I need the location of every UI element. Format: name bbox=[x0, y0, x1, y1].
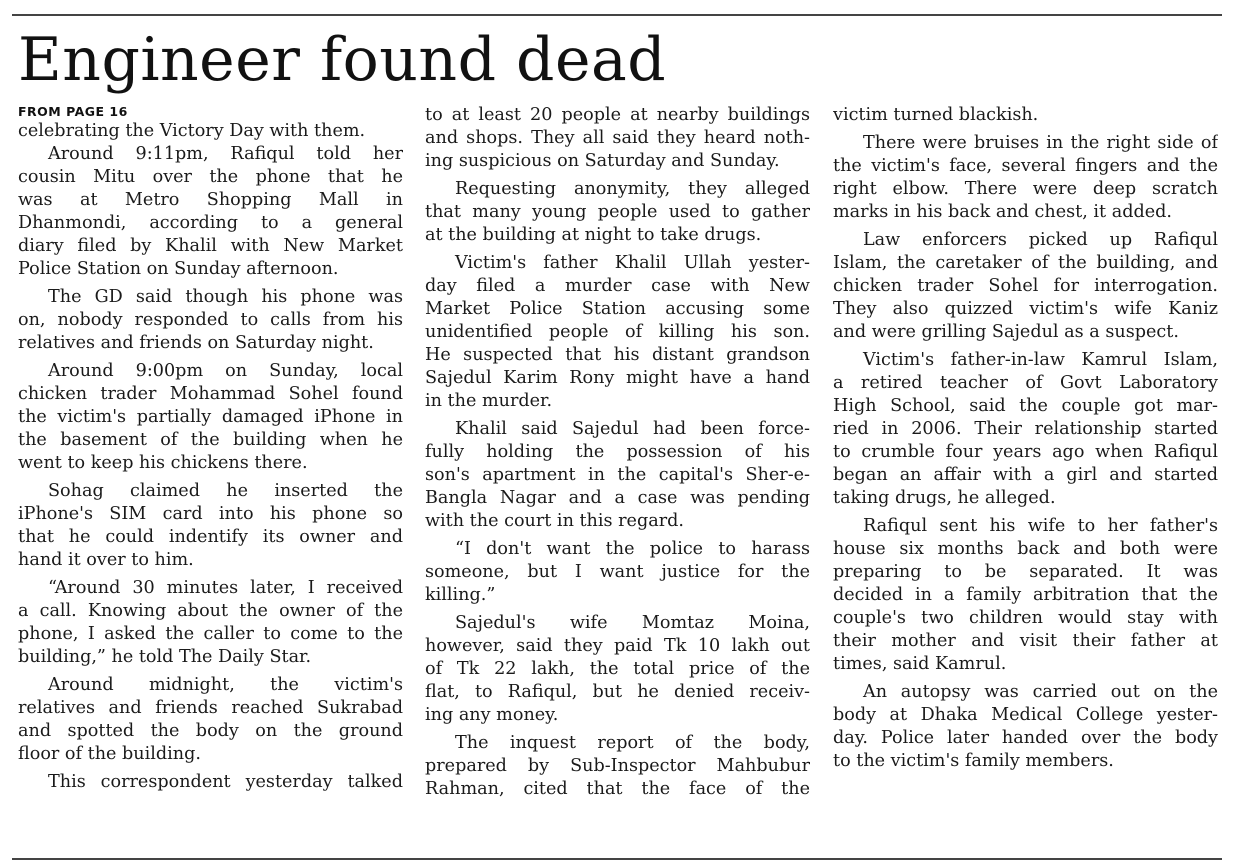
text-line: and were grilling Sajedul as a suspect. bbox=[833, 322, 1179, 342]
text-line: Market Police Station accusing some bbox=[425, 299, 810, 319]
text-line: Sajedul Karim Rony might have a hand bbox=[425, 368, 810, 388]
text-line: relatives and friends reached Sukrabad bbox=[18, 698, 403, 718]
text-line: Police Station on Sunday afternoon. bbox=[18, 259, 339, 279]
text-line: their mother and visit their father at bbox=[833, 631, 1218, 651]
text-line: Around 9:11pm, Rafiqul told her bbox=[48, 144, 403, 164]
text-line: son's apartment in the capital's Sher-e- bbox=[425, 465, 810, 485]
text-line: iPhone's SIM card into his phone so bbox=[18, 504, 403, 524]
text-line: body at Dhaka Medical College yester- bbox=[833, 705, 1218, 725]
article-column-2 bbox=[425, 104, 810, 854]
text-line: killing.” bbox=[425, 585, 496, 605]
text-line: chicken trader Sohel for interrogation. bbox=[833, 276, 1218, 296]
text-line: decided in a family arbitration that the bbox=[833, 585, 1218, 605]
text-line: to the victim's family members. bbox=[833, 751, 1114, 771]
text-line: right elbow. There were deep scratch bbox=[833, 179, 1218, 199]
text-line: at the building at night to take drugs. bbox=[425, 225, 762, 245]
text-line: day filed a murder case with New bbox=[425, 276, 810, 296]
text-line: He suspected that his distant grandson bbox=[425, 345, 810, 365]
text-line: ing suspicious on Saturday and Sunday. bbox=[425, 151, 780, 171]
text-line: that many young people used to gather bbox=[425, 202, 810, 222]
text-line: someone, but I want justice for the bbox=[425, 562, 810, 582]
bottom-rule bbox=[12, 858, 1222, 860]
article-column-3 bbox=[833, 104, 1218, 854]
text-line: marks in his back and chest, it added. bbox=[833, 202, 1172, 222]
text-line: flat, to Rafiqul, but he denied receiv- bbox=[425, 682, 810, 702]
text-line: was at Metro Shopping Mall in bbox=[18, 190, 403, 210]
text-line: however, said they paid Tk 10 lakh out bbox=[425, 636, 810, 656]
text-line: times, said Kamrul. bbox=[833, 654, 1007, 674]
text-line: the basement of the building when he bbox=[18, 430, 403, 450]
text-line: Around 9:00pm on Sunday, local bbox=[48, 361, 403, 381]
text-line: house six months back and both were bbox=[833, 539, 1218, 559]
text-line: The inquest report of the body, bbox=[455, 733, 810, 753]
text-line: preparing to be separated. It was bbox=[833, 562, 1218, 582]
text-line: diary filed by Khalil with New Market bbox=[18, 236, 403, 256]
text-line: victim turned blackish. bbox=[833, 105, 1039, 125]
text-line: They also quizzed victim's wife Kaniz bbox=[833, 299, 1218, 319]
text-line: to at least 20 people at nearby buildings bbox=[425, 105, 810, 125]
top-rule bbox=[12, 14, 1222, 16]
text-line: day. Police later handed over the body bbox=[833, 728, 1218, 748]
text-line: to crumble four years ago when Rafiqul bbox=[833, 442, 1218, 462]
text-line: Rafiqul sent his wife to her father's bbox=[863, 516, 1218, 536]
text-line: Victim's father-in-law Kamrul Islam, bbox=[863, 350, 1218, 370]
text-line: the victim's partially damaged iPhone in bbox=[18, 407, 403, 427]
kicker: FROM PAGE 16 bbox=[18, 104, 128, 119]
text-line: ing any money. bbox=[425, 705, 559, 725]
article-column-1 bbox=[18, 104, 403, 854]
text-line: Dhanmondi, according to a general bbox=[18, 213, 403, 233]
text-line: An autopsy was carried out on the bbox=[863, 682, 1218, 702]
text-line: couple's two children would stay with bbox=[833, 608, 1218, 628]
text-line: High School, said the couple got mar- bbox=[833, 396, 1218, 416]
text-line: celebrating the Victory Day with them. bbox=[18, 121, 366, 141]
text-line: cousin Mitu over the phone that he bbox=[18, 167, 403, 187]
headline: Engineer found dead bbox=[18, 25, 667, 95]
text-line: hand it over to him. bbox=[18, 550, 194, 570]
text-line: Bangla Nagar and a case was pending bbox=[425, 488, 810, 508]
text-line: relatives and friends on Saturday night. bbox=[18, 333, 374, 353]
text-line: There were bruises in the right side of bbox=[863, 133, 1218, 153]
text-line: in the murder. bbox=[425, 391, 553, 411]
text-line: with the court in this regard. bbox=[425, 511, 684, 531]
text-line: on, nobody responded to calls from his bbox=[18, 310, 403, 330]
text-line: taking drugs, he alleged. bbox=[833, 488, 1056, 508]
text-line: Law enforcers picked up Rafiqul bbox=[863, 230, 1218, 250]
text-line: “I don't want the police to harass bbox=[455, 539, 810, 559]
text-line: that he could indentify its owner and bbox=[18, 527, 403, 547]
text-line: Islam, the caretaker of the building, and bbox=[833, 253, 1218, 273]
text-line: Sajedul's wife Momtaz Moina, bbox=[455, 613, 810, 633]
text-line: Sohag claimed he inserted the bbox=[48, 481, 403, 501]
text-line: and spotted the body on the ground bbox=[18, 721, 403, 741]
text-line: Around midnight, the victim's bbox=[48, 675, 403, 695]
text-line: and shops. They all said they heard noth- bbox=[425, 128, 810, 148]
text-line: Khalil said Sajedul had been force- bbox=[455, 419, 810, 439]
text-line: the victim's face, several fingers and the bbox=[833, 156, 1218, 176]
text-line: ried in 2006. Their relationship started bbox=[833, 419, 1218, 439]
text-line: This correspondent yesterday talked bbox=[48, 772, 403, 792]
text-line: Victim's father Khalil Ullah yester- bbox=[455, 253, 810, 273]
text-line: began an affair with a girl and started bbox=[833, 465, 1218, 485]
text-line: prepared by Sub-Inspector Mahbubur bbox=[425, 756, 810, 776]
text-line: chicken trader Mohammad Sohel found bbox=[18, 384, 403, 404]
text-line: unidentified people of killing his son. bbox=[425, 322, 810, 342]
text-line: Requesting anonymity, they alleged bbox=[455, 179, 810, 199]
text-line: “Around 30 minutes later, I received bbox=[48, 578, 403, 598]
text-line: went to keep his chickens there. bbox=[18, 453, 308, 473]
text-line: building,” he told The Daily Star. bbox=[18, 647, 312, 667]
text-line: The GD said though his phone was bbox=[48, 287, 403, 307]
text-line: of Tk 22 lakh, the total price of the bbox=[425, 659, 810, 679]
text-line: phone, I asked the caller to come to the bbox=[18, 624, 403, 644]
text-line: Rahman, cited that the face of the bbox=[425, 779, 810, 799]
text-line: a call. Knowing about the owner of the bbox=[18, 601, 403, 621]
text-line: fully holding the possession of his bbox=[425, 442, 810, 462]
text-line: a retired teacher of Govt Laboratory bbox=[833, 373, 1218, 393]
text-line: floor of the building. bbox=[18, 744, 201, 764]
